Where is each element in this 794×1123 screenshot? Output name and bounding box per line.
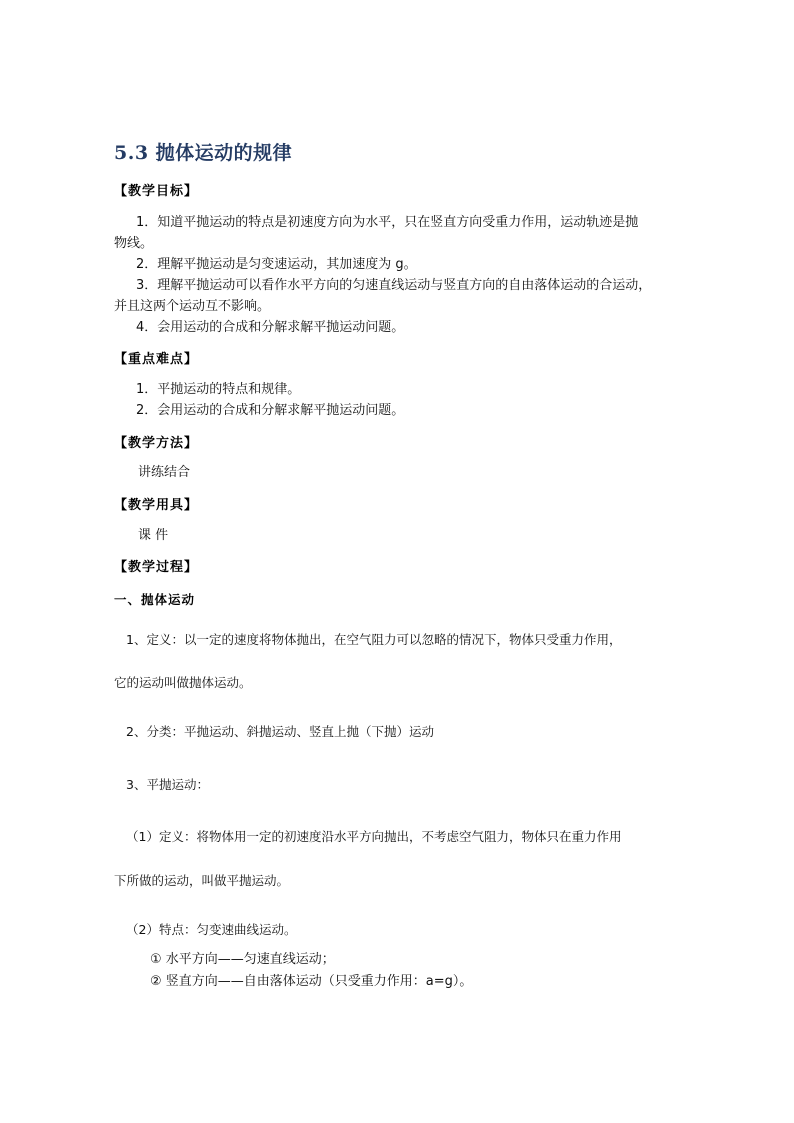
goal-line: 4．会用运动的合成和分解求解平抛运动问题。	[136, 320, 405, 335]
process-heading: 一、抛体运动	[114, 592, 196, 607]
goal-line: 2．理解平抛运动是匀变速运动，其加速度为 g。	[136, 257, 417, 272]
process-item-1-line-1: 1、定义：以一定的速度将物体抛出，在空气阻力可以忽略的情况下，物体只受重力作用，	[126, 632, 622, 647]
page-title: 5.3 抛体运动的规律	[114, 142, 293, 164]
process-item-1-line-2: 它的运动叫做抛体运动。	[114, 675, 252, 690]
key-point-line: 2．会用运动的合成和分解求解平抛运动问题。	[136, 403, 405, 418]
goal-line: 并且这两个运动互不影响。	[114, 299, 271, 314]
goal-line: 3．理解平抛运动可以看作水平方向的匀速直线运动与竖直方向的自由落体运动的合运动，	[136, 278, 652, 293]
section-heading-process: 【教学过程】	[114, 560, 199, 575]
key-point-line: 1．平抛运动的特点和规律。	[136, 382, 301, 397]
section-heading-tools: 【教学用具】	[114, 498, 199, 513]
goal-line: 物线。	[114, 236, 154, 251]
methods-text: 讲练结合	[138, 465, 191, 480]
section-heading-methods: 【教学方法】	[114, 436, 199, 451]
section-heading-goals: 【教学目标】	[114, 184, 199, 199]
process-item-3: 3、平抛运动：	[126, 777, 209, 792]
feature-vertical: ② 竖直方向——自由落体运动（只受重力作用：a=g）。	[150, 974, 473, 989]
definition-line-2: 下所做的运动，叫做平抛运动。	[114, 873, 290, 888]
tools-text: 课 件	[138, 528, 169, 543]
process-item-2: 2、分类：平抛运动、斜抛运动、竖直上抛（下抛）运动	[126, 724, 434, 739]
feature-horizontal: ① 水平方向——匀速直线运动；	[150, 952, 335, 967]
definition-line-1: （1）定义：将物体用一定的初速度沿水平方向抛出，不考虑空气阻力，物体只在重力作用	[126, 829, 622, 844]
feature-line: （2）特点：匀变速曲线运动。	[126, 922, 297, 937]
section-heading-key-points: 【重点难点】	[114, 352, 199, 367]
goal-line: 1．知道平抛运动的特点是初速度方向为水平，只在竖直方向受重力作用，运动轨迹是抛	[136, 215, 639, 230]
